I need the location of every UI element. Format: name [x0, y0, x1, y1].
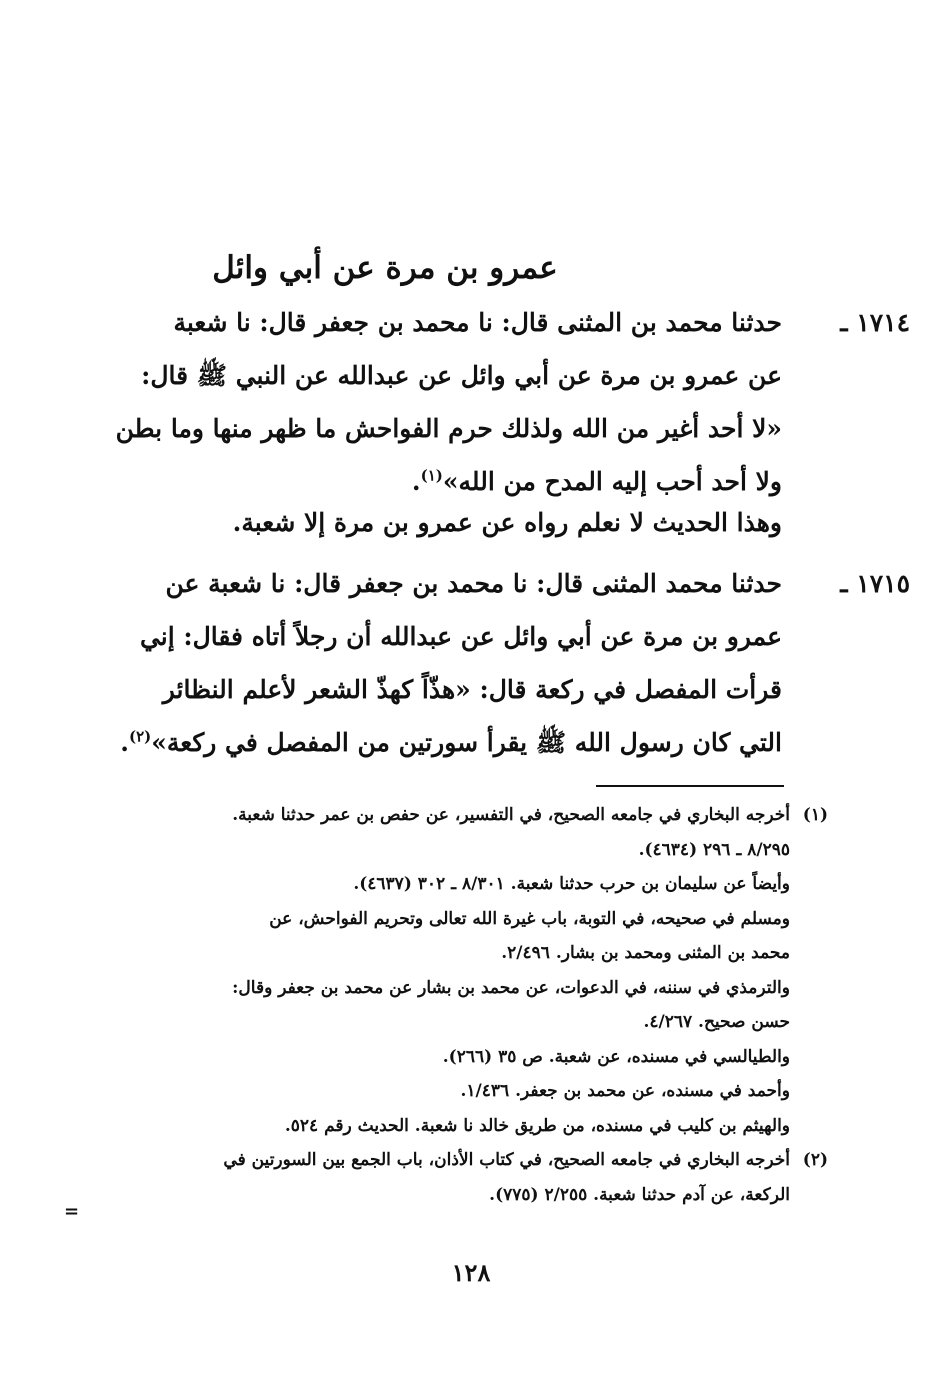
- page-number: ١٢٨: [451, 1258, 491, 1287]
- footnote-line: حسن صحيح. ٤/٢٦٧.: [643, 1012, 790, 1032]
- footnote-separator: [596, 785, 784, 787]
- hadith-line: حدثنا محمد بن المثنى قال: نا محمد بن جعفر قال: نا شعبة: [173, 308, 782, 337]
- hadith-line: عمرو بن مرة عن أبي وائل عن عبدالله أن رجلاً أتاه فقال: إني: [139, 622, 782, 651]
- footnote-number: (٢): [802, 1150, 828, 1170]
- footnote-line: أخرجه البخاري في جامعه الصحيح، في كتاب الأذان، باب الجمع بين السورتين في: [223, 1150, 790, 1170]
- footnote-line: أخرجه البخاري في جامعه الصحيح، في التفسير، عن حفص بن عمر حدثنا شعبة.: [232, 805, 790, 825]
- hadith-number: ١٧١٤ ـ: [840, 308, 910, 337]
- sentence-end: .: [120, 728, 129, 757]
- footnote-reference: (١): [420, 466, 443, 485]
- hadith-line: عن عمرو بن مرة عن أبي وائل عن عبدالله عن النبي ﷺ قال:: [141, 361, 782, 390]
- footnote-line: الركعة، عن آدم حدثنا شعبة. ٢/٢٥٥ (٧٧٥).: [489, 1184, 790, 1205]
- footnote-number: (١): [802, 805, 828, 825]
- footnote-line: والهيثم بن كليب في مسنده، من طريق خالد نا شعبة. الحديث رقم ٥٢٤.: [284, 1115, 790, 1136]
- sentence-end: .: [411, 467, 421, 496]
- continuation-mark: =: [64, 1201, 80, 1222]
- hadith-line: حدثنا محمد المثنى قال: نا محمد بن جعفر قال: نا شعبة عن: [165, 569, 782, 598]
- commentary-note: وهذا الحديث لا نعلم رواه عن عمرو بن مرة إلا شعبة.: [232, 508, 782, 537]
- hadith-1714: [80, 296, 910, 508]
- hadith-line: قرأت المفصل في ركعة قال: «هذّاً كهذّ الشعر لأعلم النظائر: [162, 675, 782, 704]
- footnote-line: وأحمد في مسنده، عن محمد بن جعفر. ١/٤٣٦.: [460, 1081, 790, 1101]
- footnote-line: ومسلم في صحيحه، في التوبة، باب غيرة الله تعالى وتحريم الفواحش، عن: [269, 908, 790, 929]
- footnote-line: ٨/٢٩٥ ـ ٢٩٦ (٤٦٣٤).: [638, 839, 790, 860]
- footnote-reference: (٢): [128, 727, 152, 746]
- chapter-heading: عمرو بن مرة عن أبي وائل: [212, 250, 558, 286]
- hadith-line: «لا أحد أغير من الله ولذلك حرم الفواحش ما ظهر منها وما بطن: [115, 414, 782, 443]
- hadith-1715: [80, 557, 910, 769]
- hadith-line-last: [80, 716, 782, 769]
- footnotes: [80, 798, 828, 1212]
- footnote-line: محمد بن المثنى ومحمد بن بشار. ٢/٤٩٦.: [501, 943, 790, 963]
- footnote-line: والترمذي في سننه، في الدعوات، عن محمد بن بشار عن محمد بن جعفر وقال:: [232, 977, 790, 998]
- footnote-line: والطيالسي في مسنده، عن شعبة. ص ٣٥ (٢٦٦).: [442, 1046, 790, 1067]
- footnote-line: وأيضاً عن سليمان بن حرب حدثنا شعبة. ٨/٣٠١ ـ ٣٠٢ (٤٦٣٧).: [353, 874, 790, 894]
- hadith-text: التي كان رسول الله ﷺ يقرأ سورتين من المفصل في ركعة»: [151, 728, 782, 757]
- hadith-number: ١٧١٥ ـ: [840, 569, 910, 598]
- hadith-text: ولا أحد أحب إليه المدح من الله»: [442, 467, 782, 496]
